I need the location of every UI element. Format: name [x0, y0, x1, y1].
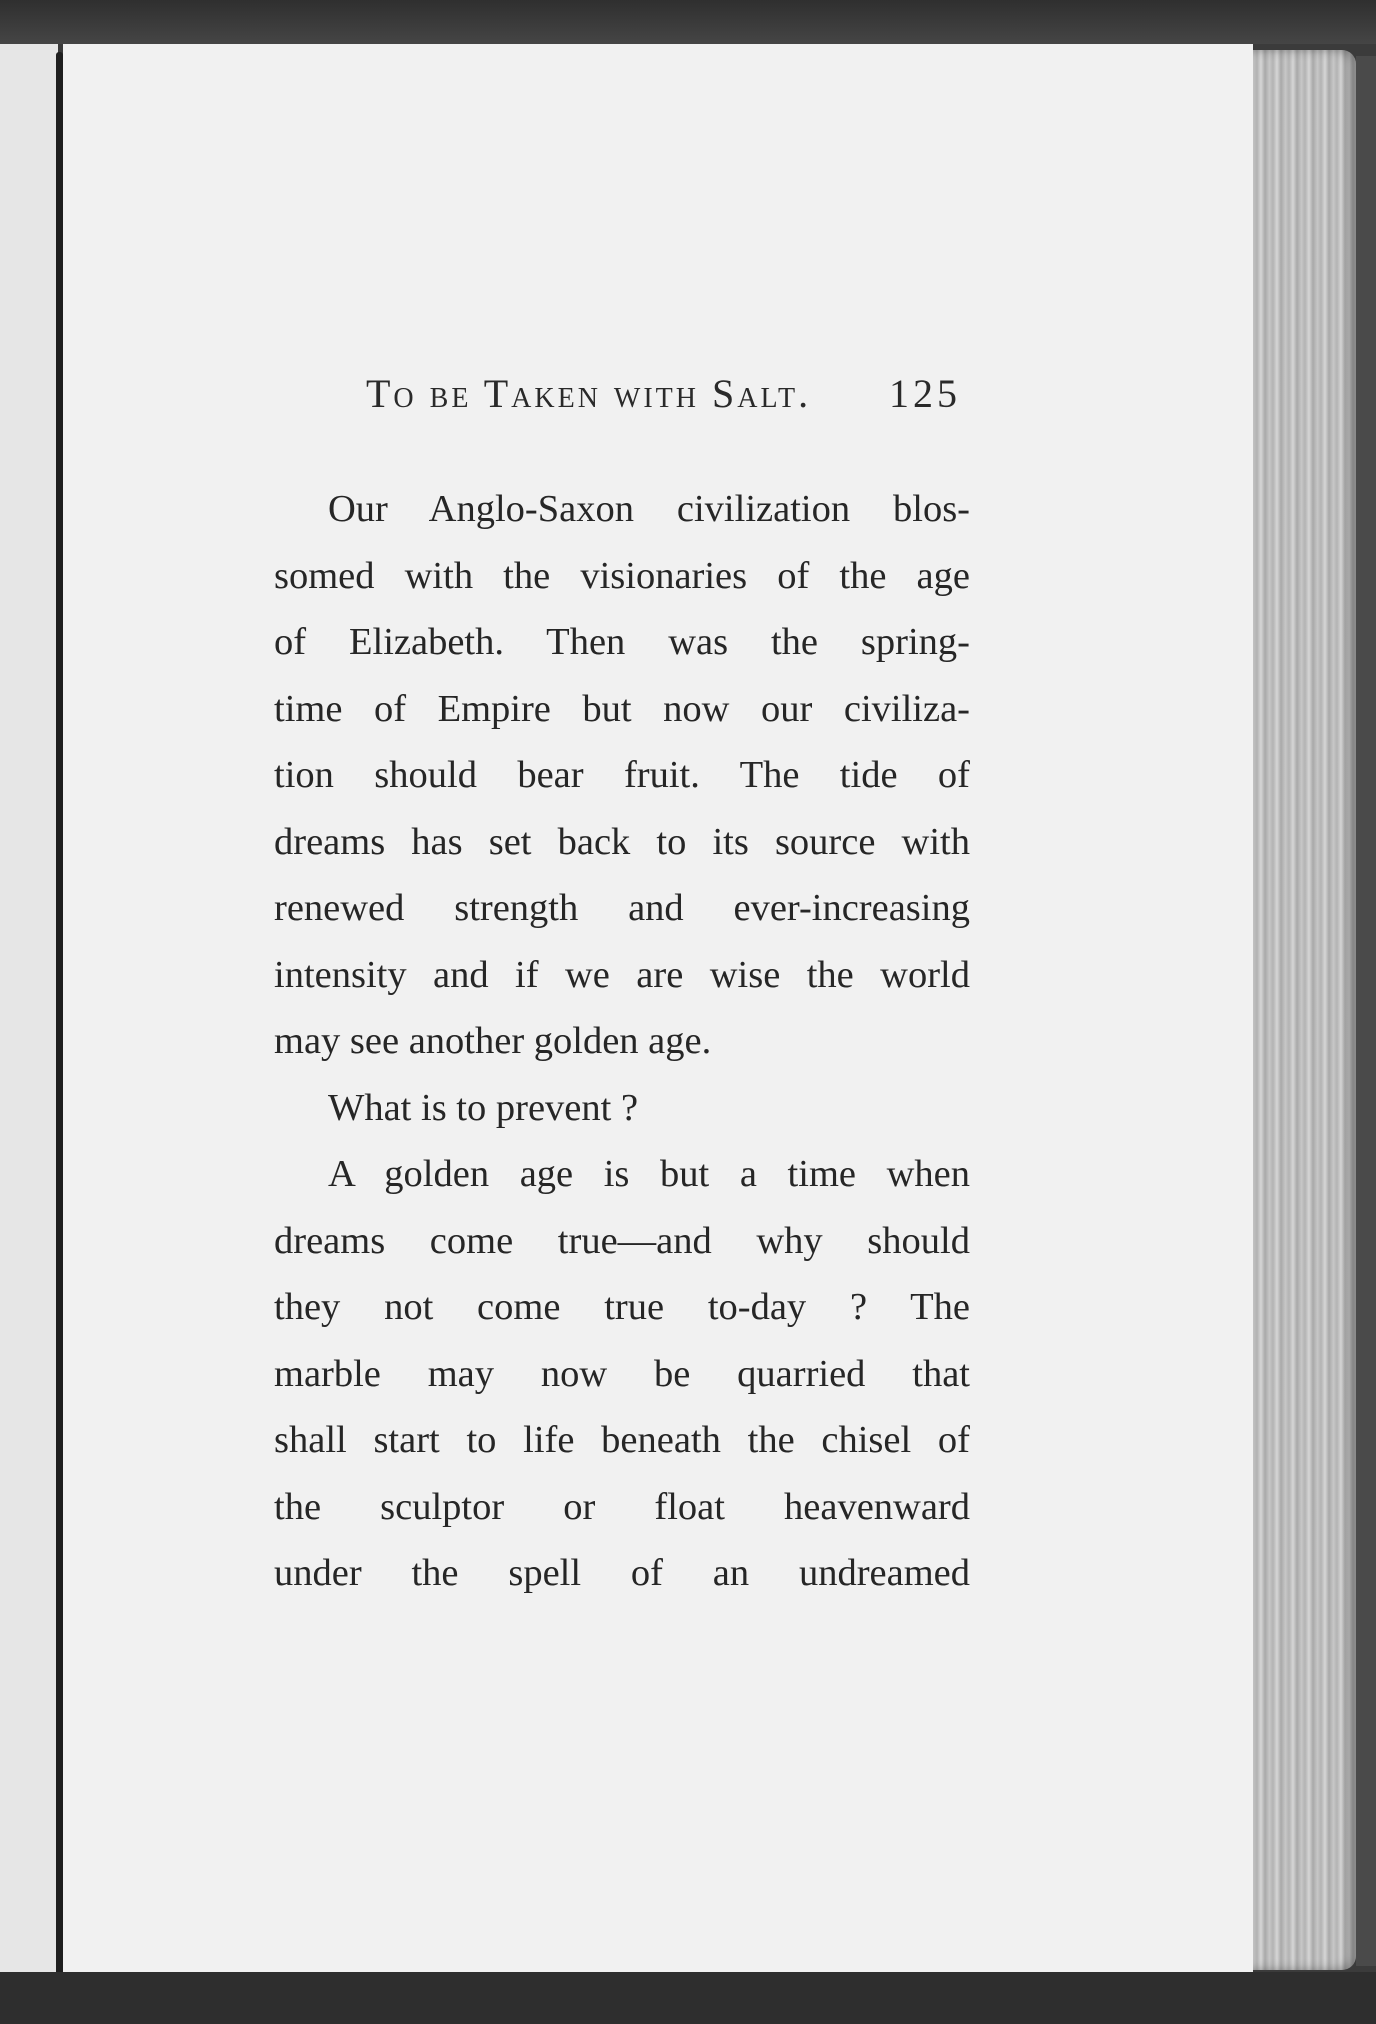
text-line: dreams come true—and why should	[274, 1219, 970, 1262]
text-line: renewed strength and ever-increasing	[274, 887, 970, 929]
facing-page-edge	[0, 44, 58, 1984]
text-line: What is to prevent ?	[328, 1086, 639, 1129]
text-line: Our Anglo-Saxon civilization blos-	[328, 488, 970, 530]
text-line: A golden age is but a time when	[328, 1153, 970, 1195]
scan-top-border	[0, 0, 1376, 44]
text-line: marble may now be quarried that	[274, 1352, 970, 1395]
scan-bottom-border	[0, 1972, 1376, 2024]
text-line: tion should bear fruit. The tide of	[274, 754, 970, 796]
page-number: 125	[889, 371, 961, 416]
text-line: dreams has set back to its source with	[274, 820, 970, 863]
page-stack-edge	[1253, 50, 1356, 1970]
text-line: time of Empire but now our civiliza-	[274, 687, 970, 730]
text-line: they not come true to-day ? The	[274, 1286, 970, 1328]
text-line: the sculptor or float heavenward	[274, 1485, 970, 1528]
running-head-title: To be Taken with Salt.	[366, 371, 812, 416]
text-line: shall start to life beneath the chisel of	[274, 1419, 970, 1461]
book-gutter	[56, 52, 63, 1984]
body-text	[274, 476, 970, 1607]
text-line: intensity and if we are wise the world	[274, 953, 970, 996]
book-cover-edge	[1356, 56, 1376, 1966]
text-line: under the spell of an undreamed	[274, 1552, 970, 1594]
text-line: of Elizabeth. Then was the spring-	[274, 621, 970, 663]
text-line: may see another golden age.	[274, 1020, 712, 1062]
running-head	[366, 370, 961, 417]
text-line: somed with the visionaries of the age	[274, 554, 970, 597]
